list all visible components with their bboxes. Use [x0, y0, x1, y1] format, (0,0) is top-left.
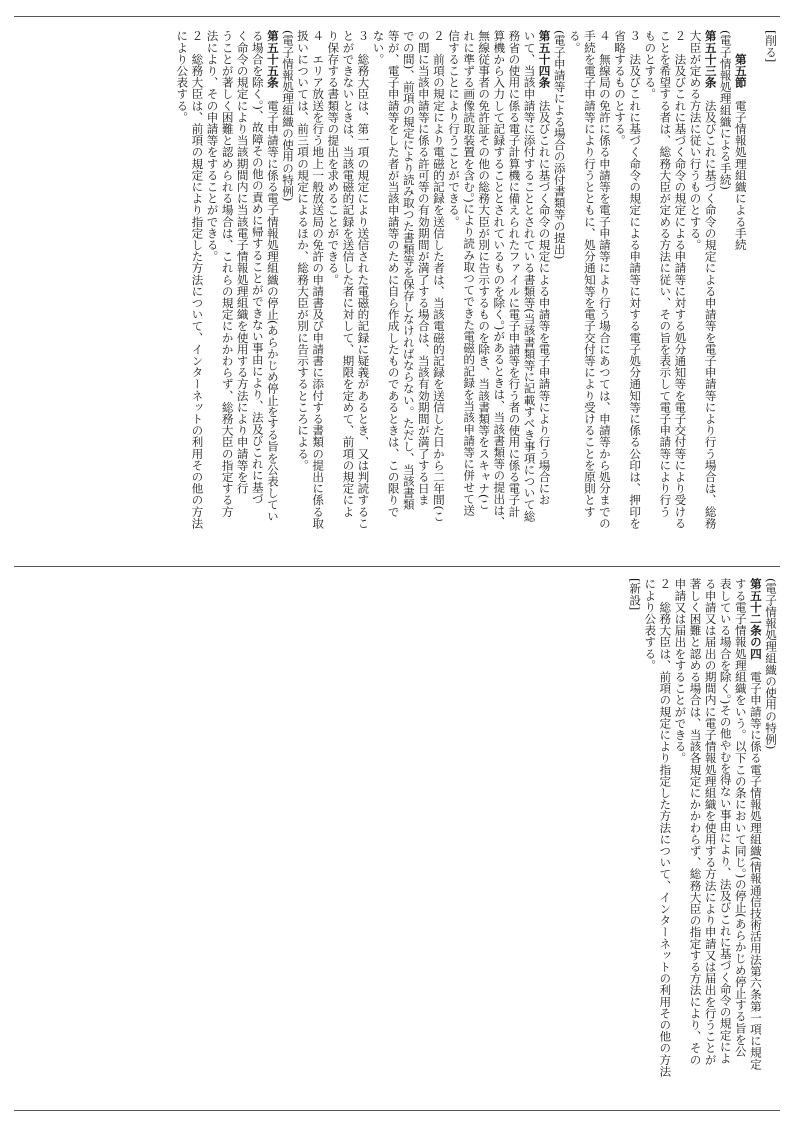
top-rule	[14, 16, 780, 17]
article-52-4-line: する電子情報処理組織をいう。以下この条において同じ。)の停止(あらかじめ停止する旨を公	[733, 578, 748, 1057]
article-54-p3-line: り保存する書類等の提出を求めることができる。	[326, 30, 341, 286]
article-52-4-line: 申請又は届出をすることができる。	[673, 578, 688, 764]
section-title: 電子情報処理組織による手続	[733, 99, 748, 251]
article-55-line	[265, 30, 280, 563]
article-54-text: 法及びこれに基づく命令の規定による申請等を電子申請等により行う場合にお	[537, 99, 552, 506]
new-rules-text	[578, 578, 778, 1098]
middle-rule	[14, 566, 780, 567]
article-55-text: 電子申請等に係る電子情報処理組織の停止(あらかじめ停止をする旨を公表してい	[265, 99, 280, 522]
article-54-p3-line: とができないときは、当該電磁的記録を送信した者に対して、期限を定めて、前項の規定によ	[341, 30, 356, 518]
article-55-p2-line: ２ 総務大臣は、前項の規定により指定した方法について、インターネットの利用その他の方法	[190, 30, 205, 529]
article-53-p4-line: 手続を電子申請等により行うとともに、処分通知等を電子交付等により受けることを原則とす	[582, 30, 597, 518]
article-52-4-label: 第五十二条の四	[748, 578, 763, 660]
article-54-line: いて、当該申請等に添付することとされている書類等(当該書類等に記載すべき事項について総	[522, 30, 537, 522]
new-mark: [新設]	[628, 578, 643, 611]
current-rules-text	[16, 30, 778, 563]
article-55-line: る場合を除く。)、故障その他の責めに帰することができない事由により、法及びこれに基づ	[250, 30, 265, 505]
section-label: 第五節	[733, 53, 748, 89]
article-54-p2-line: の間に当該申請等に係る許可等の有効期間が満了する場合は、当該有効期間が満了する日ま	[416, 30, 431, 506]
article-54-p3-line: ３ 総務大臣は、第一項の規定により送信された電磁的記録に疑義があるとき、又は判読するこ	[356, 30, 371, 529]
article-52-4-line	[748, 578, 763, 1098]
article-54-p2-line: ２ 前項の規定により電磁的記録を送信した者は、当該電磁的記録を送信した日から二年間(こ	[431, 30, 446, 522]
article-54-p2-line: ない。	[371, 30, 386, 65]
article-55-p2-line: により公表する。	[175, 30, 190, 123]
article-53-p2-line: ものとする。	[643, 30, 658, 100]
article-52-4-p2-line: により公表する。	[643, 578, 658, 671]
article-55-line: うことが著しく困難と認められる場合は、これらの規定にかかわらず、総務大臣の指定する方	[220, 30, 235, 518]
article-54-heading: (電子申請等による場合の添付書類等の提出)	[552, 30, 567, 260]
article-55-line: く命令の規定により当該期間内に当該電子情報処理組織を使用する方法により申請等を行	[235, 30, 250, 494]
article-53-p3-line: ３ 法及びこれに基づく命令の規定による申請等に対する電子処分通知等に係る公印は、押印を	[628, 30, 643, 529]
article-55-label: 第五十五条	[265, 30, 280, 88]
article-55-heading: (電子情報処理組織の使用の特例)	[281, 30, 295, 202]
article-53-label: 第五十三条	[703, 30, 718, 88]
article-55-line: 法により、その申請等をすることができる。	[205, 30, 220, 262]
article-52-4-line: る申請又は届出の期間内に電子情報処理組織を使用する方法により申請又は届出を行うことが	[703, 578, 718, 1066]
article-54-line: 信することにより行うことができる。	[447, 30, 462, 228]
article-53-p2-line: ２ 法及びこれに基づく命令の規定による申請等に対する処分通知等を電子交付等により受ける	[673, 30, 688, 529]
article-53-heading: (電子情報処理組織による手続)	[718, 30, 733, 190]
article-52-4-text: 電子申請等に係る電子情報処理組織(情報通信技術活用法第六条第一項に規定	[748, 670, 763, 1070]
article-53-line	[703, 30, 718, 563]
article-54-line: 務省の使用に係る電子計算機に備えられたファイルに電子申請等を行う者の使用に係る電子計	[507, 30, 522, 518]
article-54-line	[537, 30, 552, 563]
article-52-4-line: 著しく困難と認める場合は、当該各規定にかかわらず、総務大臣の指定する方法により、その	[688, 578, 703, 1066]
spacer	[748, 30, 763, 563]
article-52-4-p2-line: ２ 総務大臣は、前項の規定により指定した方法について、インターネットの利用その他の方法	[658, 578, 673, 1077]
article-52-4-heading: (電子情報処理組織の使用の特例)	[764, 578, 778, 750]
article-54-p2-line: での間)、前項の規定により読み取つた書類等を保存しなければならない。ただし、当該書類	[401, 30, 416, 511]
bottom-rule	[14, 1110, 780, 1111]
article-53-p4-line: る。	[567, 30, 582, 54]
article-54-p2-line: 等が、電子申請等をした者が当該申請等のために自ら作成したものであるときは、この限りで	[386, 30, 401, 518]
article-54-p4-line: 扱いについては、前三項の規定によるほか、総務大臣が別に告示するところによる。	[296, 30, 311, 471]
article-53-line: 大臣が定める方法に従い行うものとする。	[688, 30, 703, 251]
article-52-4-line: 表している場合を除く。)その他やむを得ない事由により、法及びこれに基づく命令の規定によ	[718, 578, 733, 1064]
article-54-p4-line: ４ エリア放送を行う地上一般放送局の免許の申請書及び申請書に添付する書類の提出に係る取	[311, 30, 326, 529]
article-53-p2-line: ことを希望する者は、総務大臣が定める方法に従い、その旨を表示して電子申請等により行う	[658, 30, 673, 518]
article-54-line: 無線従事者の免許証その他の総務大臣が別に告示するものを除き、当該書類等をスキャナ(こ	[477, 30, 492, 511]
deleted-mark: [削る]	[764, 30, 778, 63]
article-54-line: れに準ずる画像読取装置を含む。)により読み取つてできた電磁的記録を当該申請等に併せて送	[462, 30, 477, 516]
article-53-p3-line: 省略するものとする。	[613, 30, 628, 146]
section-heading	[733, 30, 748, 563]
article-54-label: 第五十四条	[537, 30, 552, 88]
article-53-text: 法及びこれに基づく命令の規定による申請等を電子申請等により行う場合は、総務	[703, 99, 718, 529]
article-53-p4-line: ４ 無線局の免許に係る申請等を電子申請等により行う場合にあつては、申請等から処分までの	[597, 30, 612, 529]
article-54-line: 算機から入力して記録することとされているものを除く。)があるときは、当該書類等の提出は、	[492, 30, 507, 528]
